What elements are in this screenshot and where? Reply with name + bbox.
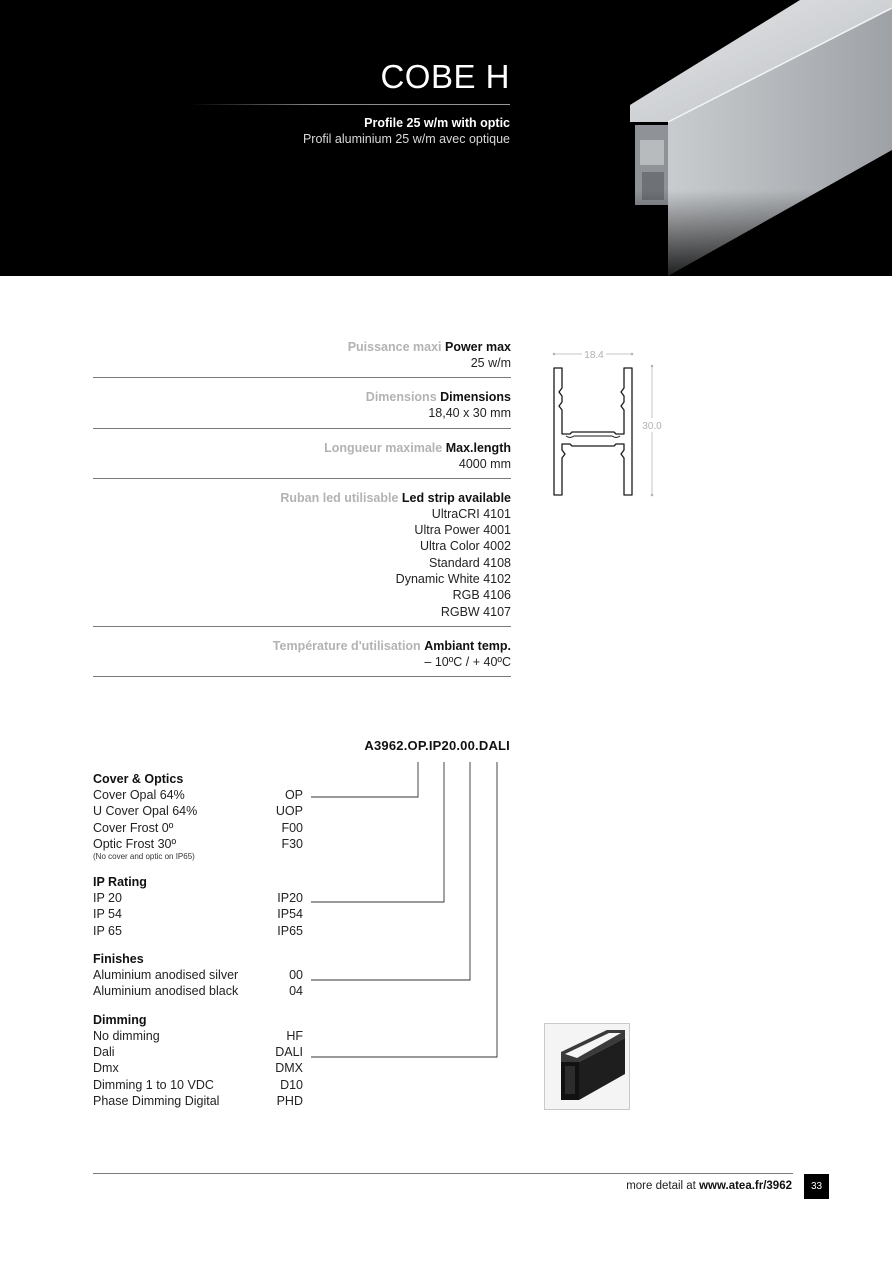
spec-label-fr: Température d'utilisation — [272, 638, 421, 653]
option-label: Aluminium anodised silver — [93, 968, 239, 983]
spec-label-en: Dimensions — [440, 390, 511, 405]
product-reference-code: A3962.OP.IP20.00.DALI — [364, 738, 510, 753]
spec-value: RGBW 4107 — [440, 604, 511, 619]
title-divider — [190, 104, 510, 105]
option-code: F00 — [281, 820, 303, 835]
option-label: IP 20 — [93, 891, 122, 906]
black-finish-thumbnail — [544, 1023, 630, 1110]
option-label: Optic Frost 30º — [93, 836, 177, 851]
footer-divider — [93, 1173, 793, 1174]
option-row — [93, 1077, 303, 1093]
option-code: DALI — [275, 1044, 303, 1059]
option-code: PHD — [276, 1093, 303, 1108]
spec-value: 18,40 x 30 mm — [428, 406, 511, 421]
spec-value: 25 w/m — [470, 356, 511, 370]
option-label: Aluminium anodised black — [93, 984, 239, 999]
spec-max-length — [93, 437, 511, 479]
connector-finish — [311, 762, 470, 980]
option-label: U Cover Opal 64% — [93, 804, 198, 819]
option-row — [93, 1093, 303, 1109]
option-group-finishes — [93, 951, 303, 1000]
spec-value: Ultra Power 4001 — [414, 523, 511, 538]
option-row — [93, 923, 303, 939]
spec-label-fr: Longueur maximale — [324, 440, 443, 455]
spec-value: RGB 4106 — [452, 588, 511, 603]
option-row — [93, 820, 303, 836]
option-row — [93, 890, 303, 906]
spec-label-fr: Dimensions — [365, 390, 437, 405]
spec-value: Dynamic White 4102 — [395, 572, 511, 587]
spec-label-en: Max.length — [445, 440, 511, 455]
specifications — [93, 336, 511, 685]
spec-label-fr: Puissance maxi — [347, 340, 442, 354]
spec-label-en: Ambiant temp. — [424, 638, 511, 653]
group-title: Finishes — [93, 952, 144, 967]
option-group-dimming — [93, 1012, 303, 1109]
profile-section-drawing — [546, 340, 676, 510]
option-group-cover-optics — [93, 771, 303, 862]
height-dimension-label: 30.0 — [642, 421, 662, 432]
option-row — [93, 803, 303, 819]
option-label: Dimming 1 to 10 VDC — [93, 1077, 214, 1092]
option-label: Dmx — [93, 1061, 119, 1076]
footer-url-link[interactable]: www.atea.fr/3962 — [699, 1180, 792, 1192]
option-code: UOP — [275, 804, 303, 819]
option-label: No dimming — [93, 1028, 160, 1043]
option-code: 00 — [289, 968, 303, 983]
option-row — [93, 1028, 303, 1044]
footer-prefix: more detail at — [626, 1180, 696, 1192]
option-group-ip-rating — [93, 874, 303, 939]
page-number: 33 — [804, 1174, 829, 1199]
option-row — [93, 983, 303, 999]
option-row — [93, 1060, 303, 1076]
option-code: IP65 — [277, 923, 303, 938]
option-code: OP — [284, 788, 303, 802]
option-list — [93, 771, 303, 1121]
option-row — [93, 906, 303, 922]
profile-hero-image — [600, 0, 892, 276]
spec-value: UltraCRI 4101 — [431, 506, 511, 521]
spec-value: Ultra Color 4002 — [419, 539, 511, 554]
group-title: Cover & Optics — [93, 772, 184, 786]
group-title: Dimming — [93, 1012, 147, 1027]
option-row — [93, 1044, 303, 1060]
spec-power-max — [93, 336, 511, 378]
option-label: IP 65 — [93, 923, 122, 938]
option-label: Cover Frost 0º — [93, 820, 174, 835]
option-code: HF — [286, 1028, 303, 1043]
footer-more-detail — [626, 1180, 792, 1192]
option-label: Phase Dimming Digital — [93, 1093, 220, 1108]
h-profile-outline — [554, 368, 632, 495]
connector-dimming — [311, 762, 497, 1057]
option-row — [93, 836, 303, 852]
spec-ambient-temp — [93, 635, 511, 677]
option-row — [93, 787, 303, 803]
spec-label-en: Led strip available — [401, 490, 511, 505]
option-row — [93, 967, 303, 983]
connector-ip — [311, 762, 444, 902]
option-code: IP54 — [277, 907, 303, 922]
spec-label-en: Power max — [444, 340, 511, 354]
subtitle-fr: Profil aluminium 25 w/m avec optique — [302, 132, 510, 146]
group-title: IP Rating — [93, 875, 147, 890]
option-code: F30 — [281, 836, 303, 851]
connector-cover — [311, 762, 418, 797]
spec-led-strip — [93, 487, 511, 627]
option-code: DMX — [275, 1061, 303, 1076]
spec-label-fr: Ruban led utilisable — [280, 490, 399, 505]
product-title: COBE H — [380, 58, 510, 95]
option-code: IP20 — [277, 891, 303, 906]
spec-value: 4000 mm — [458, 456, 511, 471]
option-code: 04 — [289, 984, 303, 999]
black-profile-image — [545, 1024, 629, 1109]
header-banner — [0, 0, 892, 276]
spec-value: – 10ºC / + 40ºC — [424, 654, 511, 669]
subtitle-en: Profile 25 w/m with optic — [364, 116, 510, 130]
option-label: IP 54 — [93, 907, 122, 922]
option-label: Cover Opal 64% — [93, 788, 185, 802]
spec-value: Standard 4108 — [428, 555, 511, 570]
option-code: D10 — [280, 1077, 303, 1092]
option-note: (No cover and optic on IP65) — [93, 852, 195, 862]
spec-dimensions — [93, 386, 511, 428]
option-label: Dali — [93, 1044, 115, 1059]
width-dimension-label: 18.4 — [584, 350, 604, 361]
